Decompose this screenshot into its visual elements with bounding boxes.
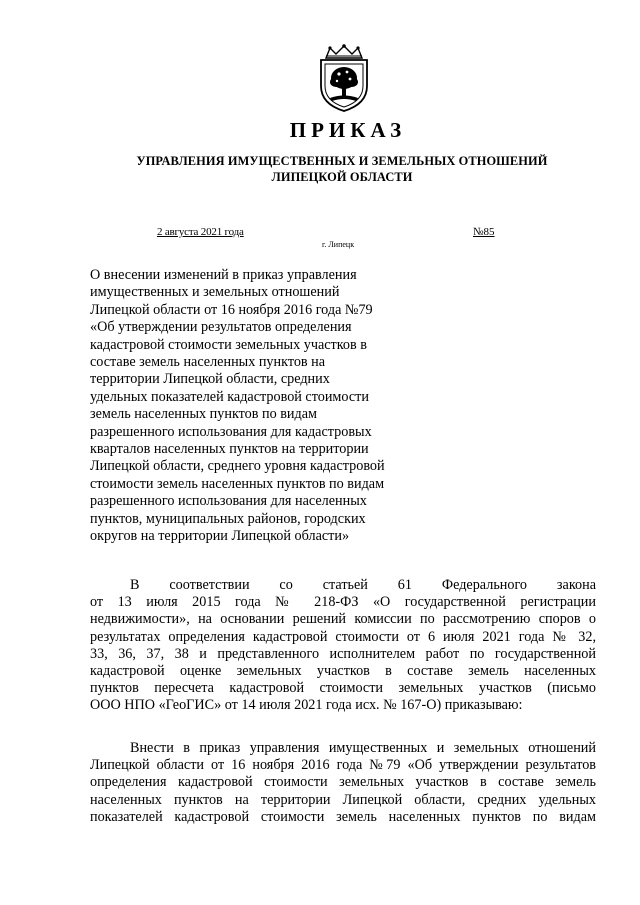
- heading-line: стоимости земель населенных пунктов по видам: [90, 475, 385, 492]
- coat-of-arms-icon: [312, 44, 376, 114]
- heading-line: округов на территории Липецкой области»: [90, 528, 350, 545]
- issuer-name: [100, 153, 584, 185]
- heading-line: «Об утверждении результатов определения: [90, 319, 352, 336]
- issuer-name-line2: ЛИПЕЦКОЙ ОБЛАСТИ: [271, 170, 413, 184]
- heading-line: удельных показателей кадастровой стоимости: [90, 388, 369, 405]
- order-heading: [90, 267, 420, 546]
- heading-line: кварталов населенных пунктов на территории: [90, 441, 369, 458]
- heading-line: земель населенных пунктов по видам: [90, 406, 318, 423]
- heading-line: пунктов, муниципальных районов, городских: [90, 510, 366, 527]
- paragraph-line: результатах определения кадастровой стоимости от 6 июля 2021 года № 32,: [90, 628, 596, 645]
- issuer-name-line1: УПРАВЛЕНИЯ ИМУЩЕСТВЕННЫХ И ЗЕМЕЛЬНЫХ ОТНОШЕНИЙ: [136, 154, 548, 168]
- body-paragraph-1: [90, 577, 596, 715]
- heading-line: кадастровой стоимости земельных участков в: [90, 336, 367, 353]
- paragraph-line: показателей кадастровой стоимости земель населенных пунктов по видам: [90, 808, 596, 825]
- heading-line: Липецкой области от 16 ноября 2016 года №79: [90, 301, 373, 318]
- order-date: 2 августа 2021 года: [157, 226, 244, 238]
- paragraph-line: 33, 36, 37, 38 и представленного исполнителем работ по государственной: [90, 645, 596, 662]
- paragraph-line: Липецкой области от 16 ноября 2016 года №79 «Об утверждении результатов: [90, 757, 596, 774]
- heading-line: О внесении изменений в приказ управления: [90, 267, 357, 283]
- paragraph-line: пунктов пересчета кадастровой стоимости земельных участков (письмо: [90, 680, 596, 697]
- heading-line: Липецкой области, среднего уровня кадастровой: [90, 458, 385, 475]
- heading-line: разрешенного использования для кадастровых: [90, 423, 372, 440]
- heading-line: составе земель населенных пунктов на: [90, 354, 326, 371]
- paragraph-line: от 13 июля 2015 года № 218-ФЗ «О государственной регистрации: [90, 594, 596, 611]
- paragraph-line: В соответствии со статьей 61 Федерального закона: [130, 577, 596, 593]
- heading-line: имущественных и земельных отношений: [90, 284, 340, 301]
- paragraph-line: определения кадастровой стоимости земельных участков в составе земель: [90, 774, 596, 791]
- order-number: №85: [473, 226, 495, 238]
- paragraph-line: Внести в приказ управления имущественных и земельных отношений: [130, 740, 596, 756]
- paragraph-line: ООО НПО «ГеоГИС» от 14 июля 2021 года исх. № 167-О) приказываю:: [90, 697, 523, 714]
- heading-line: разрешенного использования для населенных: [90, 493, 367, 510]
- order-city: г. Липецк: [322, 240, 355, 249]
- body-paragraph-2: [90, 740, 596, 826]
- heading-line: территории Липецкой области, средних: [90, 371, 330, 388]
- paragraph-line: кадастровой оценке земельных участков в составе земель населенных: [90, 662, 596, 679]
- paragraph-line: недвижимости», на основании решений комиссии по рассмотрению споров о: [90, 611, 596, 628]
- paragraph-line: населенных пунктов на территории Липецкой области, средних удельных: [90, 791, 596, 808]
- document-title: ПРИКАЗ: [289, 118, 407, 142]
